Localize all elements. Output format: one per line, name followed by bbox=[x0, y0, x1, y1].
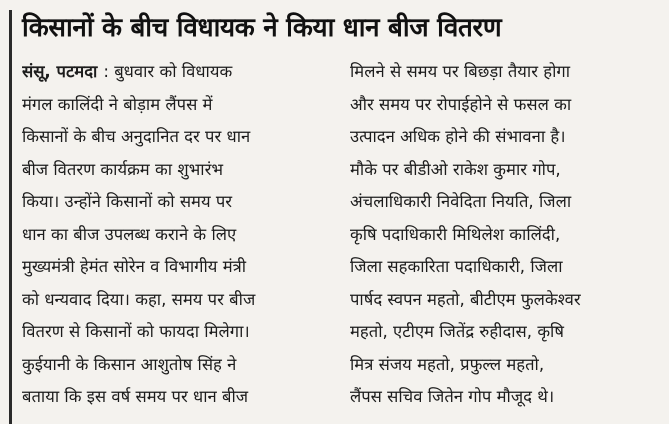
dateline: संसू, पटमदा bbox=[22, 62, 98, 81]
body-line: कुईयानी के किसान आशुतोष सिंह ने bbox=[22, 354, 237, 374]
body-line: जिला सहकारिता पदाधिकारी, जिला bbox=[350, 257, 563, 276]
body-line: लैंपस सचिव जितेन गोप मौजूद थे। bbox=[350, 387, 555, 406]
body-line: अंचलाधिकारी निवेदिता नियति, जिला bbox=[350, 192, 572, 211]
article-right-column bbox=[350, 56, 662, 414]
article-left-column bbox=[22, 56, 338, 414]
body-line: कृषि पदाधिकारी मिथिलेश कालिंदी, bbox=[350, 224, 561, 244]
body-line: किया। उन्होंने किसानों को समय पर bbox=[22, 192, 233, 211]
column-rule bbox=[9, 10, 12, 424]
body-line: वितरण से किसानों को फायदा मिलेगा। bbox=[22, 322, 250, 341]
article-headline: किसानों के बीच विधायक ने किया धान बीज वितरण bbox=[22, 13, 502, 43]
body-line: महतो, एटीएम जितेंद्र रुहीदास, कृषि bbox=[350, 322, 564, 341]
body-line: मित्र संजय महतो, प्रफुल्ल महतो, bbox=[350, 354, 545, 374]
body-line: पार्षद स्वपन महतो, बीटीएम फुलकेश्वर bbox=[350, 289, 581, 309]
body-line: मिलने से समय पर बिछड़ा तैयार होगा bbox=[350, 62, 571, 81]
body-line: बीज वितरण कार्यक्रम का शुभारंभ bbox=[22, 159, 224, 179]
body-line: किसानों के बीच अनुदानित दर पर धान bbox=[22, 127, 251, 146]
body-line: मुख्यमंत्री हेमंत सोरेन व विभागीय मंत्री bbox=[22, 257, 247, 276]
body-line: उत्पादन अधिक होने की संभावना है। bbox=[350, 127, 566, 146]
body-line bbox=[22, 56, 338, 89]
body-line-text: : बुधवार को विधायक bbox=[103, 62, 233, 81]
body-line: बताया कि इस वर्ष समय पर धान बीज bbox=[22, 387, 249, 406]
body-line: मौके पर बीडीओ राकेश कुमार गोप, bbox=[350, 159, 561, 179]
body-line: धान का बीज उपलब्ध कराने के लिए bbox=[22, 224, 237, 244]
body-line: को धन्यवाद दिया। कहा, समय पर बीज bbox=[22, 289, 256, 309]
body-line: मंगल कालिंदी ने बोड़ाम लैंपस में bbox=[22, 94, 213, 114]
body-line: और समय पर रोपाईहोने से फसल का bbox=[350, 94, 572, 114]
